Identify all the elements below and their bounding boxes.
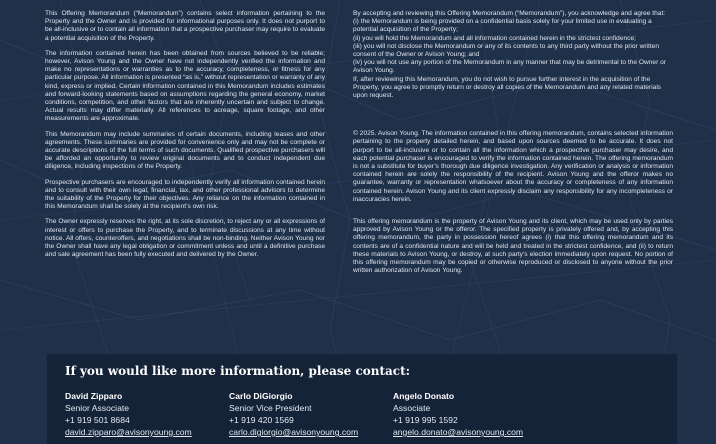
contact-phone[interactable]: +1 919 501 8684 [65,415,130,425]
contact-panel [47,354,677,444]
acknowledgement-line: (i) the Memorandum is being provided on a confidential basis solely for your limited use in evaluating a potential acquisition of the Property; [353,18,652,34]
copyright-notice: © 2025. Avison Young. The information contained in this offering memorandum, contains selected information pertaining to the property detailed herein, and based upon sources deemed to be accurate. It does not purport to be all-inclusive or to contain all the information which a prospective purchaser may desire, and each potential purchaser is encouraged to verify the information contained herein. The offering memorandum is not a substitute for buyer’s thorough due diligence investigation. Any verification or analysis or information contained herein are solely the responsibility of the recipient. Avison Young and the offeror makes no guarantee, warranty or representation whatsoever about the accuracy or completeness of any information contained herein. Avison Young and its client expressly disclaim any responsibility for any incompleteness or inaccuracies herein. [353,130,673,203]
contact-name: David Zipparo [65,391,123,401]
contact-panel-title: If you would like more information, please contact: [65,364,411,378]
disclaimer-paragraph: This Memorandum may include summaries of certain documents, including leases and other agreements. These summaries are provided for convenience only and may not be complete or accurate descriptions of the full terms of such documents. Qualified prospective purchasers will be afforded an opportunity to review original documents and to conduct independent due diligence, including inspections of the Property. [45,130,325,171]
disclaimer-right-column [353,10,673,282]
disclaimer-paragraph: The Owner expressly reserves the right, at its sole discretion, to reject any or all expressions of interest or offers to purchase the Property, and to terminate discussions at any time without notice. All offers, counteroffers, and negotiations shall be non-binding. Neither Avison Young nor the Owner shall have any legal obligation or commitment unless and until a definitive purchase and sale agreement has been fully executed and delivered by the Owner. [45,218,325,259]
disclaimer-left-column [45,10,325,266]
contact-title: Senior Vice President [229,403,312,413]
contact-title: Associate [393,403,431,413]
contact-phone[interactable]: +1 919 995 1592 [393,415,458,425]
acknowledgement-line: By accepting and reviewing this Offering Memorandum (“Memorandum”), you acknowledge and agree that: [353,10,666,17]
contact-name: Carlo DiGiorgio [229,391,293,401]
acknowledgement-line: If, after reviewing this Memorandum, you do not wish to pursue further interest in the acquisition of the Property, you agree to promptly return or destroy all copies of the Memorandum and any related materials upon request. [353,75,662,100]
contact-email-link[interactable]: david.zipparo@avisonyoung.com [65,427,192,437]
contact-title: Senior Associate [65,403,130,413]
property-notice: This offering memorandum is the property of Avison Young and its client, which may be used only by parties approved by Avison Young or the offeror. The specified property is privately offered and, by accepting this offering memorandum, the party in possession hereof agrees (i) that this offering memorandum and its contents are of a confidential nature and will be held and treated in the strictest confidence, and (ii) to return these materials to Avison Young, or destroy, at such party’s election immediately upon request. No portion of this offering memorandum may be copied or otherwise reproduced or disclosed to anyone without the prior written authorization of Avison Young. [353,218,673,275]
acknowledgement-line: (iv) you will not use any portion of the Memorandum in any manner that may be detrimental to the Owner or Avison Young. [353,59,666,75]
acknowledgement-block [353,10,673,100]
contact-card [229,390,358,438]
contact-name: Angelo Donato [393,391,455,401]
disclaimer-paragraph: This Offering Memorandum (“Memorandum”) contains select information pertaining to the Property and the Owner and is provided for informational purposes only. It does not purport to be all-inclusive or to contain all information that a prospective purchaser may require to evaluate a potential acquisition of the Property. [45,10,326,42]
contact-phone[interactable]: +1 919 420 1569 [229,415,294,425]
contact-email-link[interactable]: carlo.digiorgio@avisonyoung.com [229,427,359,437]
acknowledgement-line: (ii) you will hold the Memorandum and all information contained herein in the strictest confidence; [353,34,636,42]
disclaimer-paragraph: The information contained herein has been obtained from sources believed to be reliable; however, Avison Young and the Owner have not independently verified the information and make no representations or warranties as to the accuracy, completeness, or fitness for any particular purpose. All information is presented “as is,” without representation or warranty of any kind, express or implied. Certain information contained in this Memorandum includes estimates and forward-looking statements based on assumptions regarding the general economy, market conditions, competition, and other factors that are inherently uncertain and subject to change. Actual results may differ materially. All references to acreage, square footage, and other measurements are approximate. [45,49,325,123]
contact-email-link[interactable]: angelo.donato@avisonyoung.com [393,427,524,437]
contact-card [393,390,523,438]
contact-card [65,390,192,438]
acknowledgement-line: (iii) you will not disclose the Memorandum or any of its contents to any third party without the prior written consent of the Owner or Avison Young; and [353,42,660,59]
disclaimer-paragraph: Prospective purchasers are encouraged to independently verify all information contained herein and to consult with their own legal, financial, tax, and other professional advisors to determine the suitability of the Property for their objectives. Any reliance on the information contained in this Memorandum shall be solely at the recipient’s own risk. [45,178,325,211]
